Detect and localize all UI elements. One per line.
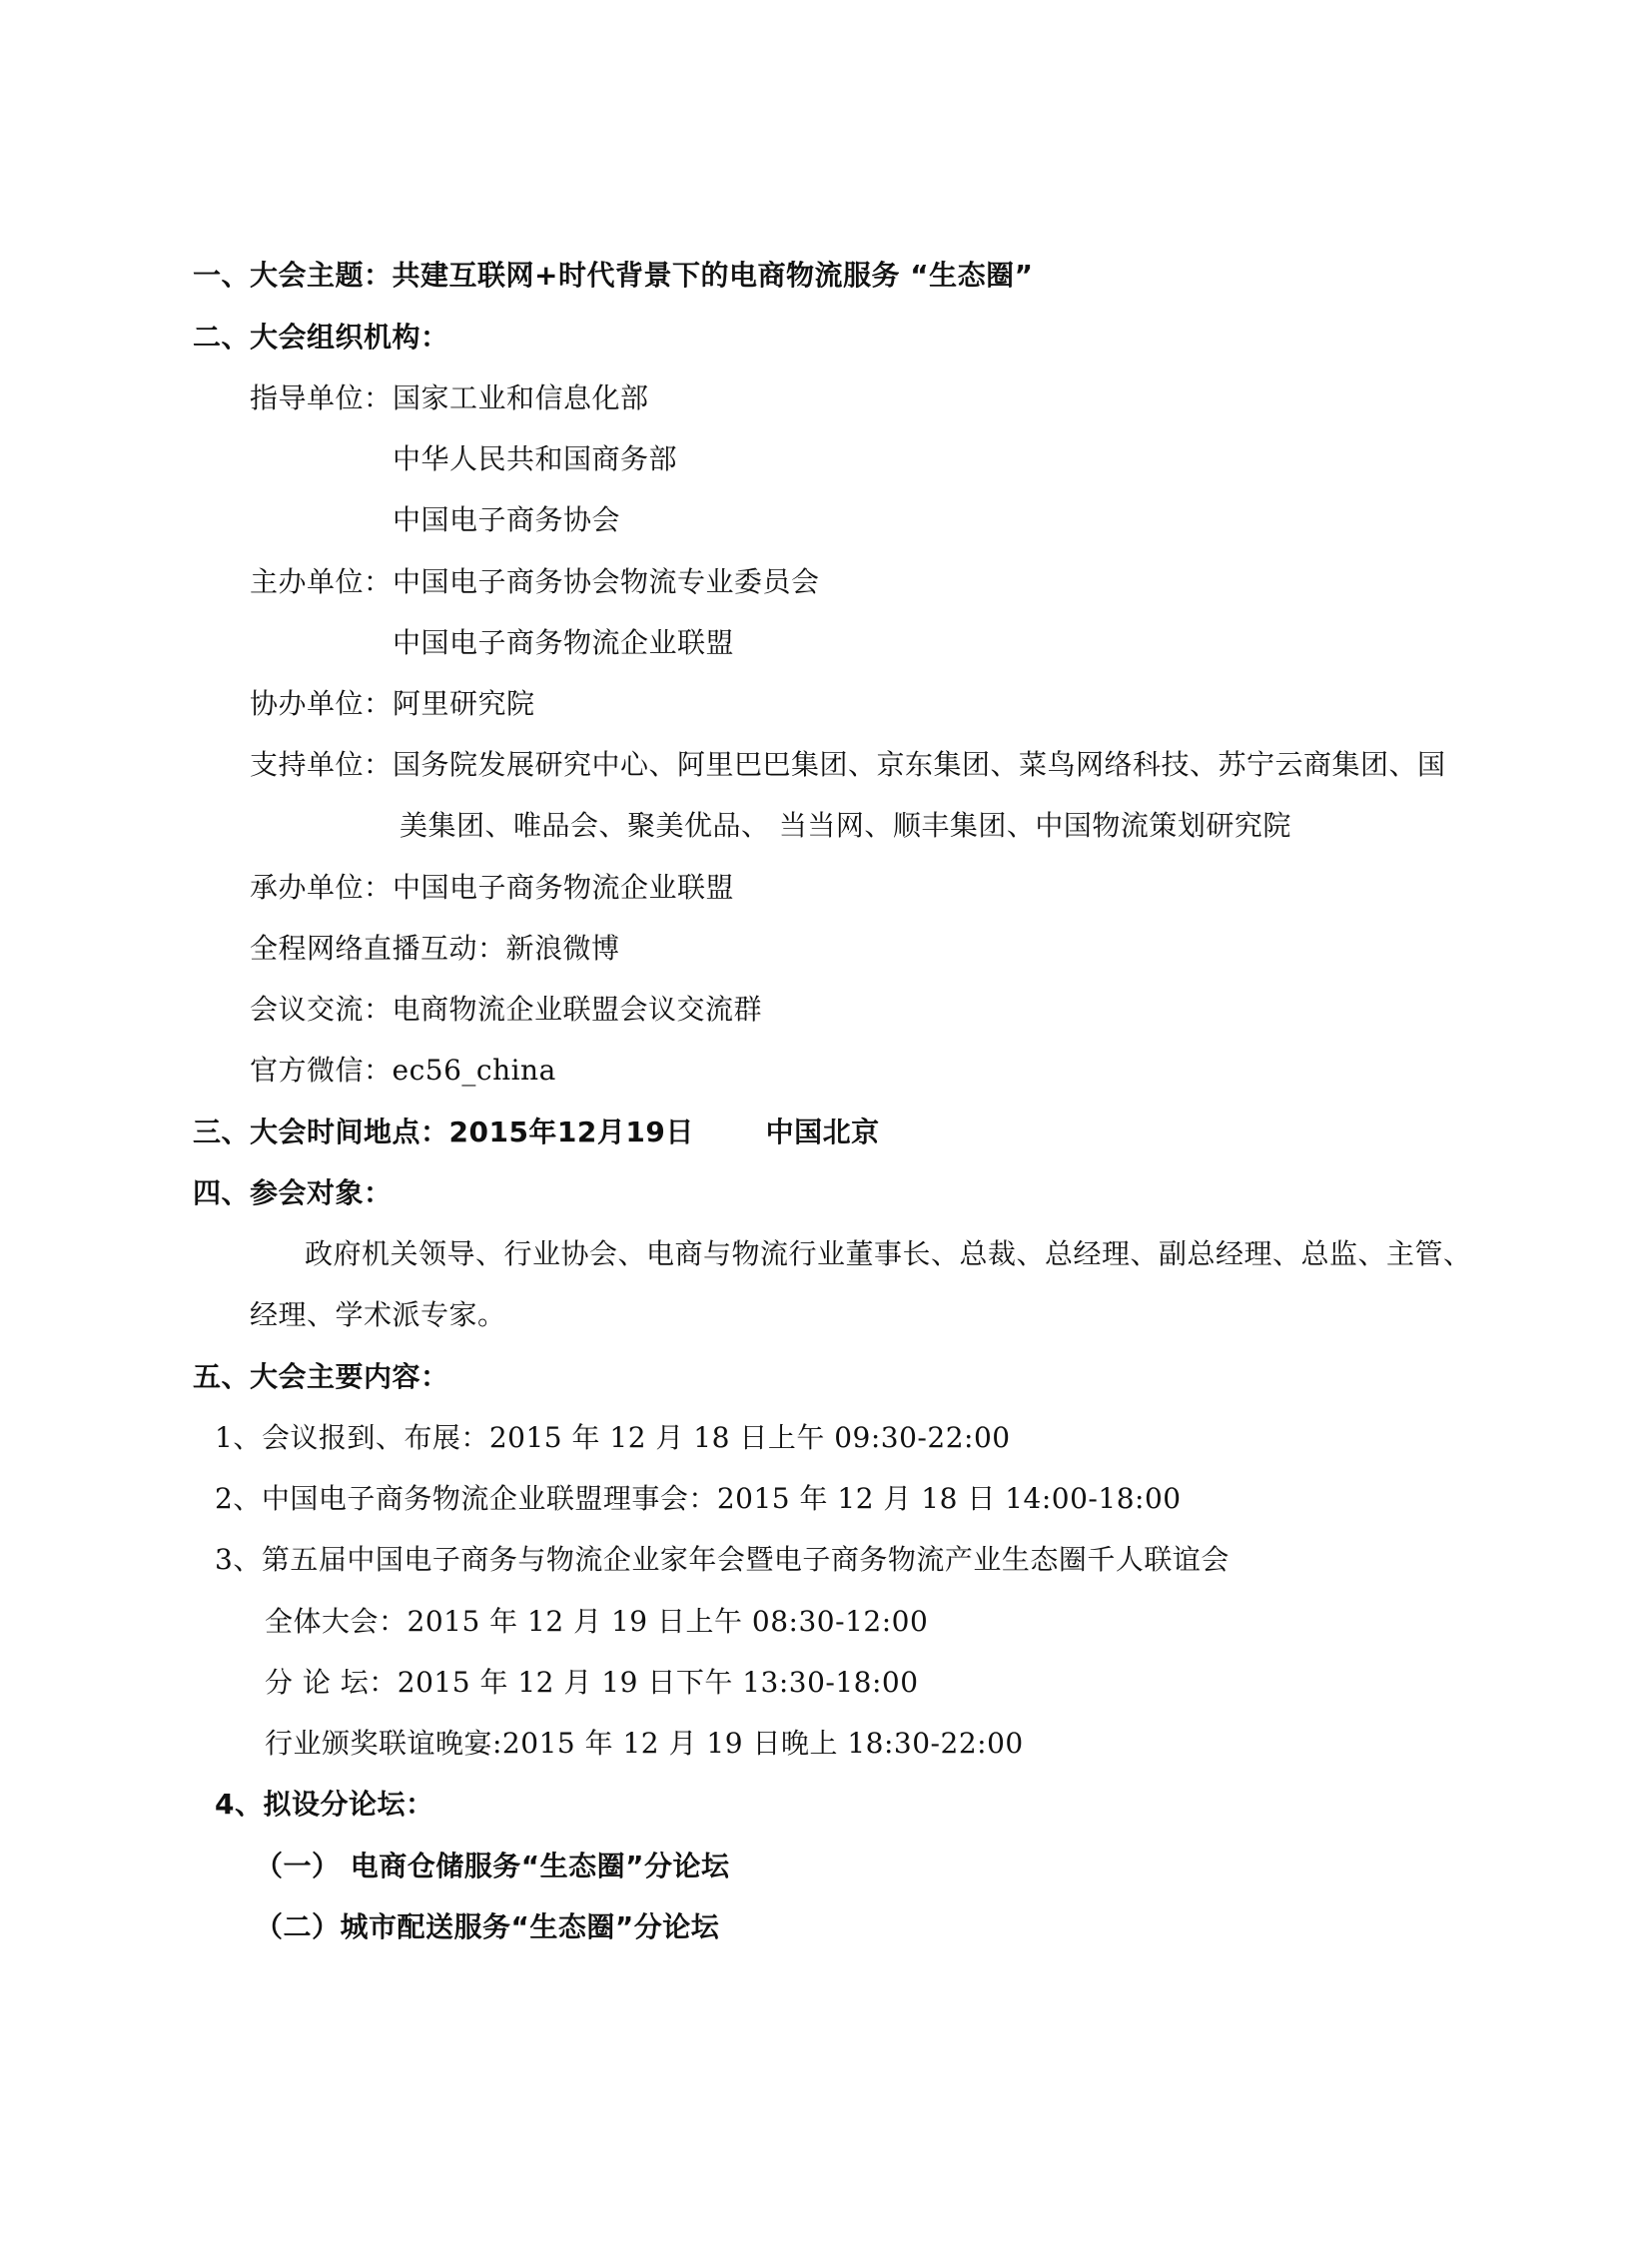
section-5-heading: 五、大会主要内容： bbox=[193, 1360, 449, 1393]
official-wechat: 官方微信：ec56_china bbox=[250, 1054, 556, 1087]
organizer-unit-1: 中国电子商务物流企业联盟 bbox=[393, 871, 735, 904]
content-item-4: 4、拟设分论坛： bbox=[215, 1788, 434, 1821]
host-label: 主办单位： bbox=[250, 565, 393, 598]
guide-unit-1: 国家工业和信息化部 bbox=[393, 381, 649, 414]
host-unit-1: 中国电子商务协会物流专业委员会 bbox=[393, 565, 820, 598]
content-item-2: 2、中国电子商务物流企业联盟理事会：2015 年 12 月 18 日 14:00-18:00 bbox=[215, 1482, 1182, 1515]
sub-forum-1: （一） 电商仓储服务“生态圈”分论坛 bbox=[255, 1850, 730, 1882]
attendees-line-2: 经理、学术派专家。 bbox=[250, 1298, 506, 1331]
section-1-heading: 一、大会主题：共建互联网+时代背景下的电商物流服务 “生态圈” bbox=[193, 259, 1034, 292]
guide-unit-2: 中华人民共和国商务部 bbox=[393, 442, 678, 475]
section-2-heading: 二、大会组织机构： bbox=[193, 321, 449, 354]
guide-label: 指导单位： bbox=[250, 381, 393, 414]
organizer-label: 承办单位： bbox=[250, 871, 393, 904]
support-units-line-1: 国务院发展研究中心、阿里巴巴集团、京东集团、菜鸟网络科技、苏宁云商集团、国 bbox=[393, 748, 1446, 781]
section-3-heading: 三、大会时间地点：2015年12月19日 中国北京 bbox=[193, 1116, 880, 1148]
content-item-3-forum: 分 论 坛：2015 年 12 月 19 日下午 13:30-18:00 bbox=[265, 1666, 919, 1699]
support-units-line-2: 美集团、唯品会、聚美优品、 当当网、顺丰集团、中国物流策划研究院 bbox=[400, 809, 1291, 842]
support-label: 支持单位： bbox=[250, 748, 393, 781]
content-item-3-banquet: 行业颁奖联谊晚宴:2015 年 12 月 19 日晚上 18:30-22:00 bbox=[265, 1727, 1024, 1760]
content-item-3-plenary: 全体大会：2015 年 12 月 19 日上午 08:30-12:00 bbox=[265, 1605, 929, 1638]
attendees-line-1: 政府机关领导、行业协会、电商与物流行业董事长、总裁、总经理、副总经理、总监、主管、 bbox=[305, 1237, 1472, 1270]
co-organizer-unit-1: 阿里研究院 bbox=[393, 687, 535, 720]
live-broadcast: 全程网络直播互动：新浪微博 bbox=[250, 932, 620, 965]
sub-forum-2: （二）城市配送服务“生态圈”分论坛 bbox=[255, 1910, 720, 1943]
meeting-exchange: 会议交流：电商物流企业联盟会议交流群 bbox=[250, 993, 763, 1026]
host-unit-2: 中国电子商务物流企业联盟 bbox=[393, 626, 735, 659]
content-item-1: 1、会议报到、布展：2015 年 12 月 18 日上午 09:30-22:00 bbox=[215, 1421, 1011, 1454]
guide-unit-3: 中国电子商务协会 bbox=[393, 503, 621, 536]
content-item-3: 3、第五届中国电子商务与物流企业家年会暨电子商务物流产业生态圈千人联谊会 bbox=[215, 1543, 1230, 1576]
section-4-heading: 四、参会对象： bbox=[193, 1176, 393, 1209]
co-organizer-label: 协办单位： bbox=[250, 687, 393, 720]
